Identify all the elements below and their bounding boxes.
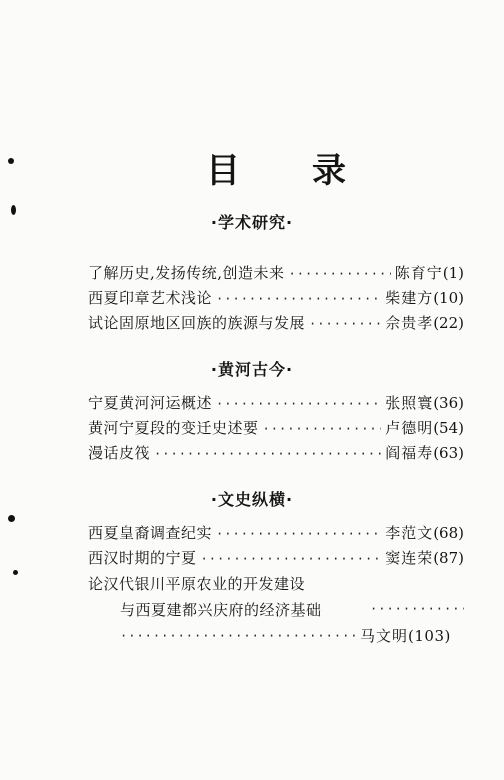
toc-entry[interactable]	[88, 262, 464, 284]
leader-dots	[216, 292, 381, 306]
leader-dots	[154, 447, 381, 461]
scan-mark	[13, 570, 18, 575]
page-title	[206, 143, 346, 192]
entry-author: 张照寰	[385, 394, 434, 412]
toc-entry[interactable]	[88, 442, 464, 464]
entry-page: (1)	[442, 264, 464, 282]
toc-entry[interactable]	[88, 312, 464, 334]
entry-page: (103)	[408, 627, 451, 645]
entry-title: 试论固原地区回族的族源与发展	[88, 314, 306, 332]
toc-entry[interactable]	[88, 287, 464, 309]
entry-author: 马文明	[360, 627, 409, 645]
entry-author: 窦连荣	[385, 549, 434, 567]
entry-page: (54)	[433, 419, 464, 437]
entry-author: 佘贵孝	[385, 314, 434, 332]
toc-entry[interactable]	[88, 522, 464, 544]
entry-title: 西夏印章艺术浅论	[88, 289, 213, 307]
entry-author: 陈育宁	[394, 264, 443, 282]
leader-dots	[289, 267, 391, 281]
entry-page: (68)	[433, 524, 464, 542]
entry-title: 宁夏黄河河运概述	[88, 394, 213, 412]
leader-dots	[263, 422, 382, 436]
leader-dots	[216, 527, 381, 541]
section-heading-culture-history: ·文史纵横·	[210, 490, 294, 509]
entry-page: (22)	[433, 314, 464, 332]
entry-title: 西汉时期的宁夏	[88, 549, 197, 567]
leader-dots	[201, 552, 382, 566]
toc-entry[interactable]	[88, 417, 464, 439]
title-char-left: 目	[206, 151, 240, 191]
scan-mark	[8, 158, 14, 164]
entry-author-page	[360, 625, 451, 646]
entry-title: 黄河宁夏段的变迁史述要	[88, 419, 259, 437]
leader-dots	[216, 397, 381, 411]
entry-title: 漫话皮筏	[88, 444, 151, 462]
section-heading-yellow-river: ·黄河古今·	[210, 360, 294, 379]
entry-title-line2: 与西夏建都兴庆府的经济基础	[120, 601, 322, 619]
scan-mark	[8, 515, 15, 522]
entry-page: (63)	[433, 444, 464, 462]
entry-title-line1: 论汉代银川平原农业的开发建设	[88, 575, 306, 593]
entry-title: 西夏皇裔调查纪实	[88, 524, 213, 542]
leader-dots	[370, 602, 464, 616]
entry-author: 卢德明	[385, 419, 434, 437]
toc-entry[interactable]	[88, 547, 464, 569]
entry-page: (87)	[433, 549, 464, 567]
entry-author: 柴建方	[385, 289, 434, 307]
entry-title: 了解历史,发扬传统,创造未来	[88, 264, 285, 282]
entry-author: 阎福寿	[385, 444, 434, 462]
toc-entry[interactable]	[88, 392, 464, 414]
title-char-right: 录	[312, 151, 346, 191]
leader-dots	[120, 629, 356, 643]
leader-dots	[309, 317, 381, 331]
entry-page: (36)	[433, 394, 464, 412]
section-heading-academic: ·学术研究·	[210, 213, 294, 232]
entry-author: 李范文	[385, 524, 434, 542]
entry-page: (10)	[433, 289, 464, 307]
